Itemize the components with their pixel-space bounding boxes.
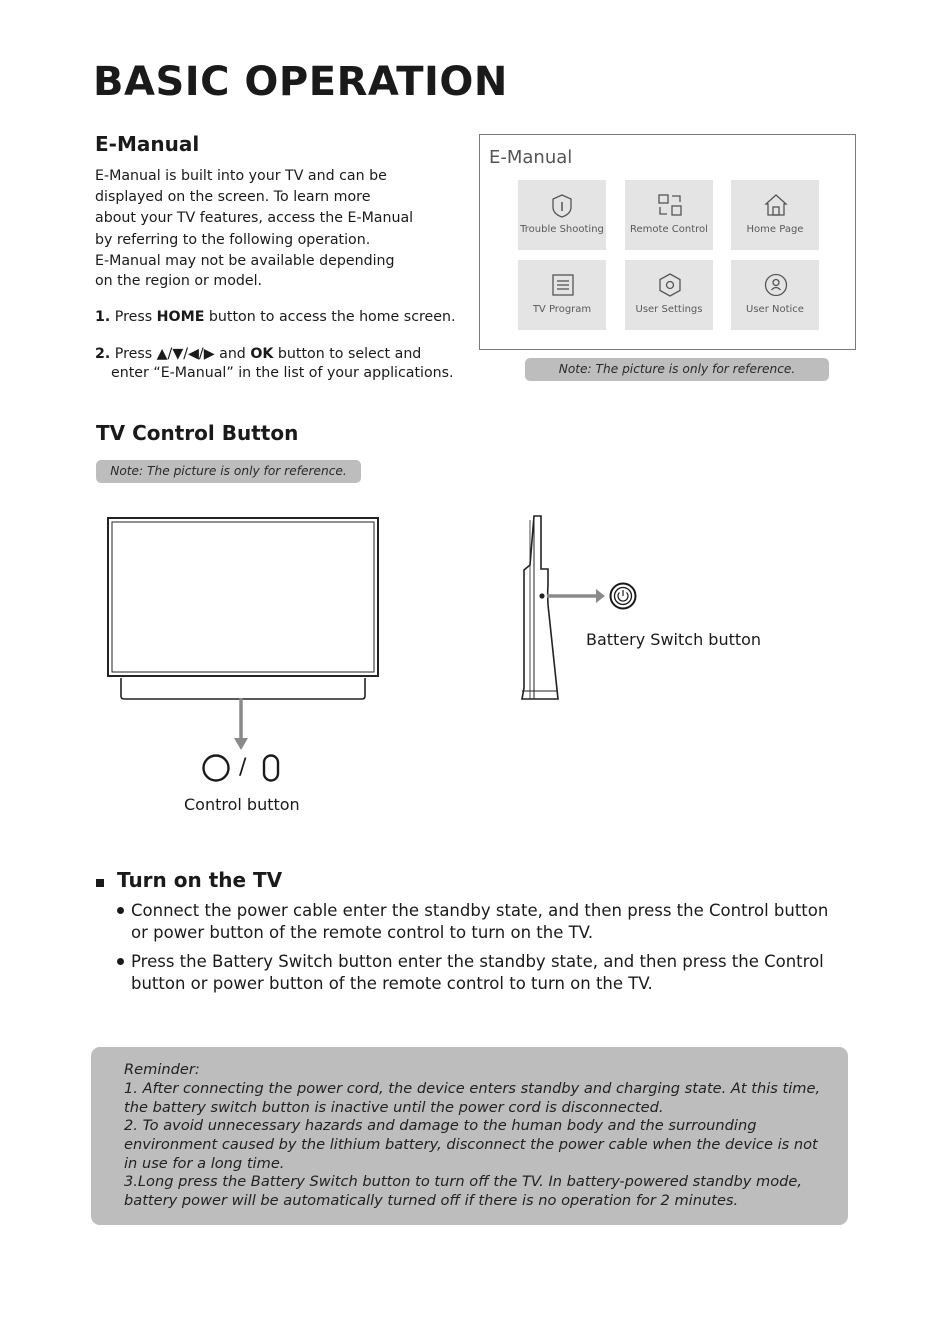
tile-trouble-shooting — [518, 180, 606, 250]
emanual-heading: E-Manual — [95, 132, 200, 156]
settings-hexagon-icon — [657, 273, 683, 297]
section-bullet-square — [96, 879, 104, 887]
step-2-line-2: enter “E-Manual” in the list of your applications. — [111, 365, 454, 381]
tile-label: User Notice — [746, 304, 804, 315]
bullet-line: Connect the power cable enter the standby state, and then press the Control button — [131, 901, 829, 920]
reminder-line: in use for a long time. — [124, 1155, 285, 1172]
control-symbol-separator: / — [239, 755, 247, 780]
step-text: button to select and — [273, 346, 422, 362]
reminder-line: battery power will be automatically turned off if there is no operation for 2 minutes. — [124, 1192, 739, 1209]
remote-grid-icon — [657, 193, 683, 217]
tile-remote-control — [625, 180, 713, 250]
battery-switch-label: Battery Switch button — [586, 630, 762, 649]
turn-on-bullet-2 — [131, 951, 824, 994]
turn-on-heading: Turn on the TV — [117, 868, 283, 892]
step-1 — [95, 308, 455, 327]
step-text: Press ▲/▼/◀/▶ and — [114, 346, 251, 362]
step-number: 2. — [95, 346, 111, 362]
step-2 — [95, 345, 421, 364]
tv-side-illustration — [510, 510, 650, 710]
tile-user-notice — [731, 260, 819, 330]
reminder-line: 2. To avoid unnecessary hazards and damage to the human body and the surrounding — [124, 1117, 757, 1134]
battery-switch-power-icon — [609, 582, 637, 610]
control-button-pill-icon — [260, 752, 284, 784]
description-line: E-Manual is built into your TV and can be — [95, 168, 387, 184]
step-text: Press — [114, 309, 157, 325]
tile-tv-program — [518, 260, 606, 330]
screen-title: E-Manual — [489, 147, 573, 168]
tv-control-heading: TV Control Button — [96, 421, 299, 445]
reminder-title: Reminder: — [124, 1061, 200, 1078]
description-line: on the region or model. — [95, 273, 263, 290]
tile-home-page — [731, 180, 819, 250]
description-line: by referring to the following operation. — [95, 231, 371, 248]
tile-user-settings — [625, 260, 713, 330]
step-number: 1. — [95, 309, 111, 325]
bullet-line: Press the Battery Switch button enter the standby state, and then press the Control — [131, 952, 824, 971]
bullet-dot — [117, 958, 124, 965]
tile-label: TV Program — [532, 304, 592, 315]
key-ok: OK — [250, 346, 274, 362]
control-button-circle-icon — [201, 752, 231, 784]
user-icon — [763, 273, 789, 297]
bullet-dot — [117, 907, 124, 914]
tile-label: Trouble Shooting — [520, 224, 604, 235]
tile-label: User Settings — [635, 304, 703, 315]
tv-control-note: Note: The picture is only for reference. — [96, 460, 361, 483]
info-shield-icon — [550, 193, 574, 219]
turn-on-bullet-1 — [131, 900, 828, 943]
reminder-box — [91, 1047, 848, 1225]
emanual-note: Note: The picture is only for reference. — [525, 358, 829, 381]
page-title: BASIC OPERATION — [93, 59, 508, 105]
reminder-line: environment caused by the lithium battery, disconnect the power cable when the device is not — [124, 1136, 818, 1153]
tile-label: Home Page — [746, 224, 804, 235]
key-home: HOME — [156, 309, 205, 325]
list-icon — [550, 273, 576, 297]
control-button-label: Control button — [184, 795, 300, 814]
bullet-line: button or power button of the remote control to turn on the TV. — [131, 973, 653, 993]
home-icon — [763, 193, 789, 217]
emanual-screen-illustration — [479, 134, 856, 350]
step-text: button to access the home screen. — [204, 309, 456, 325]
tile-label: Remote Control — [630, 224, 708, 235]
emanual-description — [95, 166, 465, 290]
description-line: E-Manual may not be available depending — [95, 252, 395, 269]
description-line: displayed on the screen. To learn more — [95, 189, 371, 206]
description-line: about your TV features, access the E-Manual — [95, 210, 414, 227]
tv-front-illustration — [100, 510, 390, 760]
reminder-line: 3.Long press the Battery Switch button to turn off the TV. In battery-powered standby mode, — [124, 1173, 803, 1190]
reminder-line: 1. After connecting the power cord, the device enters standby and charging state. At this time, — [124, 1080, 821, 1097]
reminder-line: the battery switch button is inactive until the power cord is disconnected. — [124, 1099, 664, 1116]
bullet-line: or power button of the remote control to turn on the TV. — [131, 922, 594, 942]
